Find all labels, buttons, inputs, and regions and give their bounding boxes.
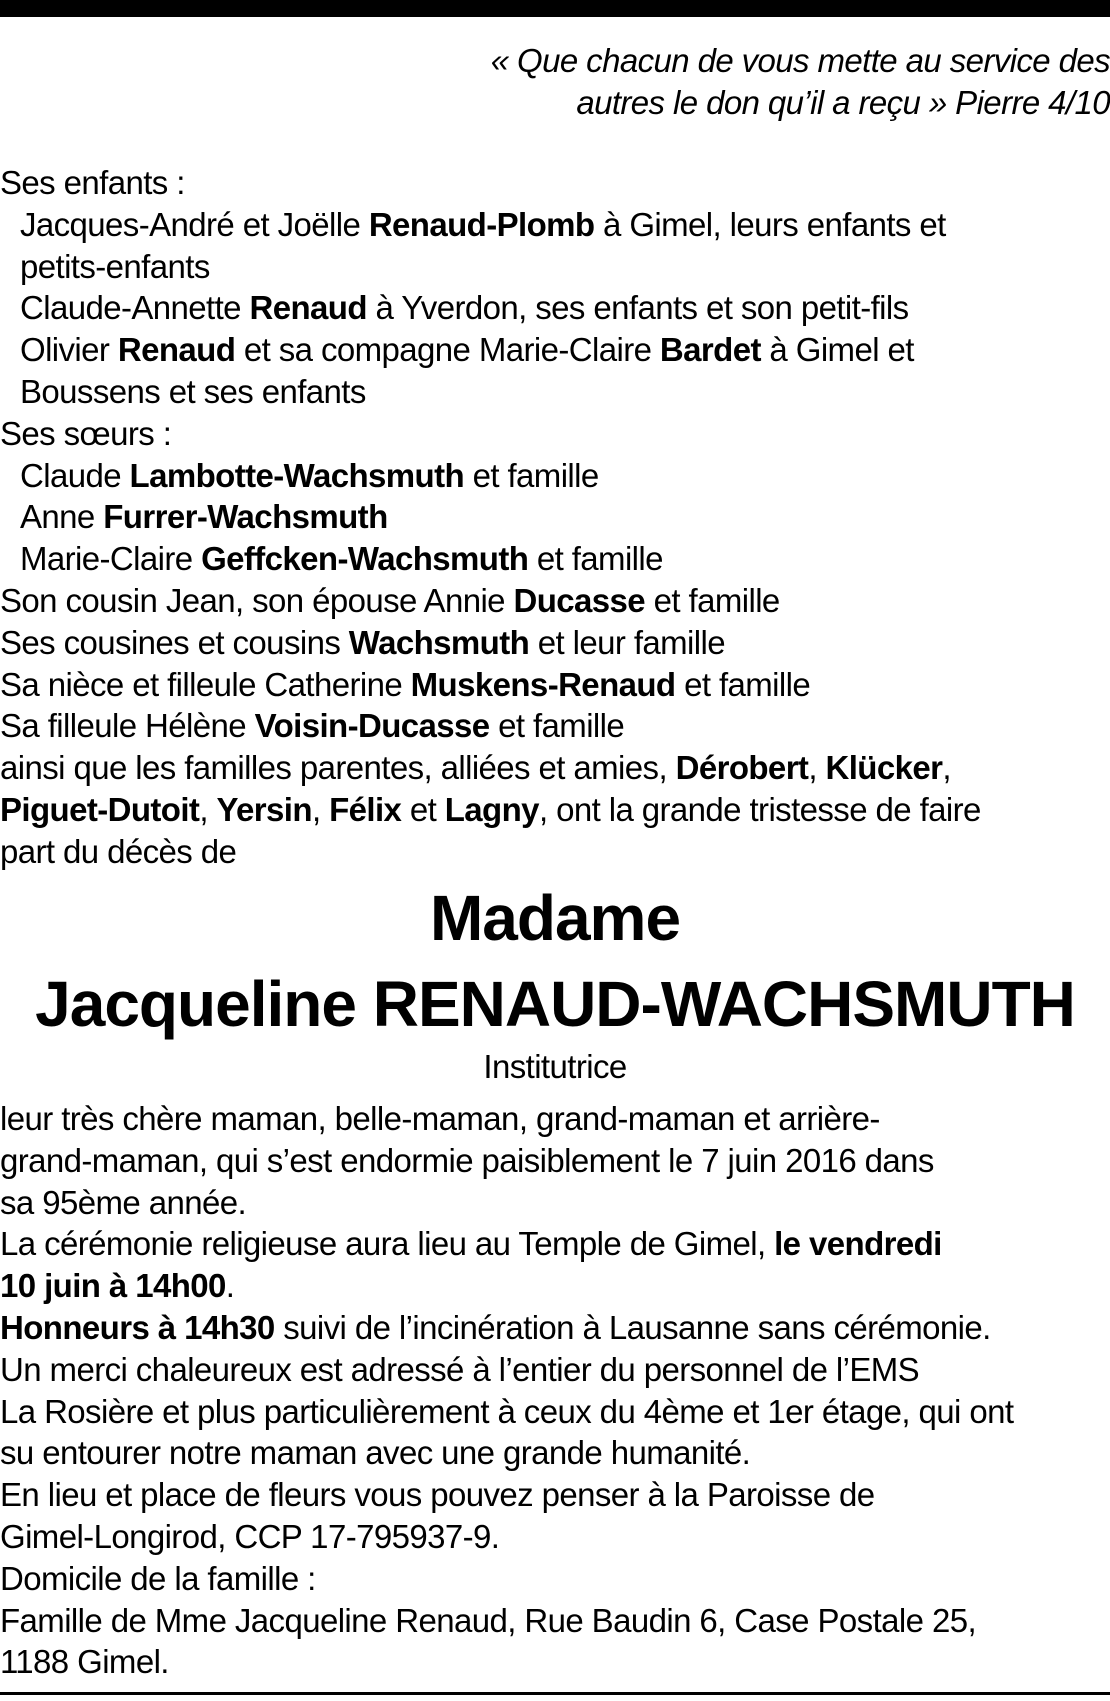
deceased-profession: Institutrice bbox=[483, 1048, 627, 1085]
sister-line-1 bbox=[0, 455, 1110, 497]
ceremony-date: le vendredi bbox=[774, 1225, 942, 1263]
family-name: Lambotte-Wachsmuth bbox=[129, 456, 465, 494]
text: , ont la grande tristesse de faire bbox=[538, 790, 981, 828]
child-line-1-cont: petits-enfants bbox=[20, 247, 210, 285]
text: suivi de l’incinération à Lausanne sans cérémonie. bbox=[274, 1308, 991, 1346]
text: Jacques-André et Joëlle bbox=[20, 205, 369, 243]
text: Sa filleule Hélène bbox=[0, 707, 255, 745]
text: à Yverdon, ses enfants et son petit-fils bbox=[366, 289, 909, 327]
text: Marie-Claire bbox=[20, 540, 202, 578]
sister-line-2 bbox=[0, 496, 1110, 538]
children-heading: Ses enfants : bbox=[0, 164, 185, 201]
text: à Gimel, leurs enfants et bbox=[594, 205, 946, 243]
text: Ses cousines et cousins bbox=[0, 623, 349, 661]
child-line-3-cont: Boussens et ses enfants bbox=[20, 372, 366, 410]
text: et leur famille bbox=[529, 623, 725, 661]
family-name: Renaud-Plomb bbox=[368, 205, 595, 243]
sisters-heading: Ses sœurs : bbox=[0, 414, 172, 452]
family-name: Bardet bbox=[659, 331, 761, 369]
relative-line-2 bbox=[0, 622, 1110, 664]
text: et famille bbox=[489, 707, 625, 745]
allied-families-line-1 bbox=[0, 747, 1110, 789]
family-list bbox=[0, 162, 1110, 873]
child-line-1 bbox=[0, 204, 1110, 246]
quote-line-1: « Que chacun de vous mette au service des bbox=[490, 42, 1110, 79]
text: et famille bbox=[675, 665, 811, 703]
donation-line-2: Gimel-Longirod, CCP 17-795937-9. bbox=[0, 1517, 500, 1555]
text: et bbox=[401, 790, 445, 828]
family-name: Renaud bbox=[249, 289, 367, 327]
text: Claude-Annette bbox=[20, 289, 250, 327]
allied-families-line-2 bbox=[0, 789, 1110, 831]
text: , bbox=[942, 749, 951, 787]
notice-details bbox=[0, 1098, 1110, 1683]
ceremony-line-2 bbox=[0, 1265, 1110, 1307]
family-name: Muskens-Renaud bbox=[410, 665, 676, 703]
text: et sa compagne Marie-Claire bbox=[235, 331, 660, 369]
text: Sa nièce et filleule Catherine bbox=[0, 665, 411, 703]
family-name: Félix bbox=[329, 790, 402, 828]
address-heading: Domicile de la famille : bbox=[0, 1559, 316, 1597]
ceremony-time: 10 juin à 14h00 bbox=[0, 1267, 226, 1305]
relative-line-1 bbox=[0, 580, 1110, 622]
thanks-line-1: Un merci chaleureux est adressé à l’entier du personnel de l’EMS bbox=[0, 1350, 920, 1388]
relative-line-3 bbox=[0, 664, 1110, 706]
text: Claude bbox=[20, 456, 130, 494]
family-name: Lagny bbox=[444, 790, 539, 828]
honours-line bbox=[0, 1307, 1110, 1349]
family-name: Voisin-Ducasse bbox=[254, 707, 490, 745]
text: et famille bbox=[528, 540, 663, 578]
text: Son cousin Jean, son épouse Annie bbox=[0, 581, 514, 619]
announcement-line: part du décès de bbox=[0, 832, 237, 870]
bible-quote bbox=[0, 40, 1110, 124]
honours-time: Honneurs à 14h30 bbox=[0, 1308, 275, 1346]
sister-line-3 bbox=[0, 538, 1110, 580]
address-line-2: 1188 Gimel. bbox=[0, 1643, 169, 1681]
quote-line-2: autres le don qu’il a reçu » Pierre 4/10 bbox=[576, 84, 1110, 121]
thanks-line-2: La Rosière et plus particulièrement à ceux du 4ème et 1er étage, qui ont bbox=[0, 1392, 1014, 1430]
family-name: Klücker bbox=[825, 749, 943, 787]
family-name: Renaud bbox=[117, 331, 236, 369]
child-line-3 bbox=[0, 329, 1110, 371]
top-border-rule bbox=[0, 0, 1110, 17]
text: , bbox=[199, 790, 217, 828]
details-line-2: grand-maman, qui s’est endormie paisiblement le 7 juin 2016 dans bbox=[0, 1141, 934, 1179]
family-name: Dérobert bbox=[675, 749, 809, 787]
family-name: Wachsmuth bbox=[348, 623, 530, 661]
text: ainsi que les familles parentes, alliées et amies, bbox=[0, 749, 676, 787]
family-name: Ducasse bbox=[513, 581, 646, 619]
family-name: Furrer-Wachsmuth bbox=[103, 498, 388, 536]
thanks-line-3: su entourer notre maman avec une grande humanité. bbox=[0, 1434, 751, 1472]
text: Anne bbox=[20, 498, 104, 536]
relative-line-4 bbox=[0, 705, 1110, 747]
child-line-2 bbox=[0, 287, 1110, 329]
text: , bbox=[311, 790, 330, 828]
details-line-1: leur très chère maman, belle-maman, grand-maman et arrière- bbox=[0, 1100, 880, 1137]
text: , bbox=[808, 749, 826, 787]
family-name: Geffcken-Wachsmuth bbox=[201, 540, 529, 578]
family-name: Piguet-Dutoit bbox=[0, 790, 200, 828]
ceremony-line-1 bbox=[0, 1223, 1110, 1265]
text: à Gimel et bbox=[760, 331, 914, 369]
details-line-3: sa 95ème année. bbox=[0, 1183, 247, 1221]
deceased-name: Jacqueline RENAUD-WACHSMUTH bbox=[35, 968, 1075, 1040]
text: . bbox=[225, 1267, 235, 1305]
text: Olivier bbox=[20, 331, 118, 369]
deceased-title: Madame bbox=[429, 882, 681, 954]
bottom-border-rule bbox=[0, 1692, 1110, 1695]
text: et famille bbox=[645, 581, 780, 619]
text: La cérémonie religieuse aura lieu au Temple de Gimel, bbox=[0, 1225, 775, 1263]
donation-line-1: En lieu et place de fleurs vous pouvez penser à la Paroisse de bbox=[0, 1476, 875, 1514]
address-line-1: Famille de Mme Jacqueline Renaud, Rue Baudin 6, Case Postale 25, bbox=[0, 1601, 977, 1639]
family-name: Yersin bbox=[216, 790, 312, 828]
text: et famille bbox=[464, 456, 599, 494]
